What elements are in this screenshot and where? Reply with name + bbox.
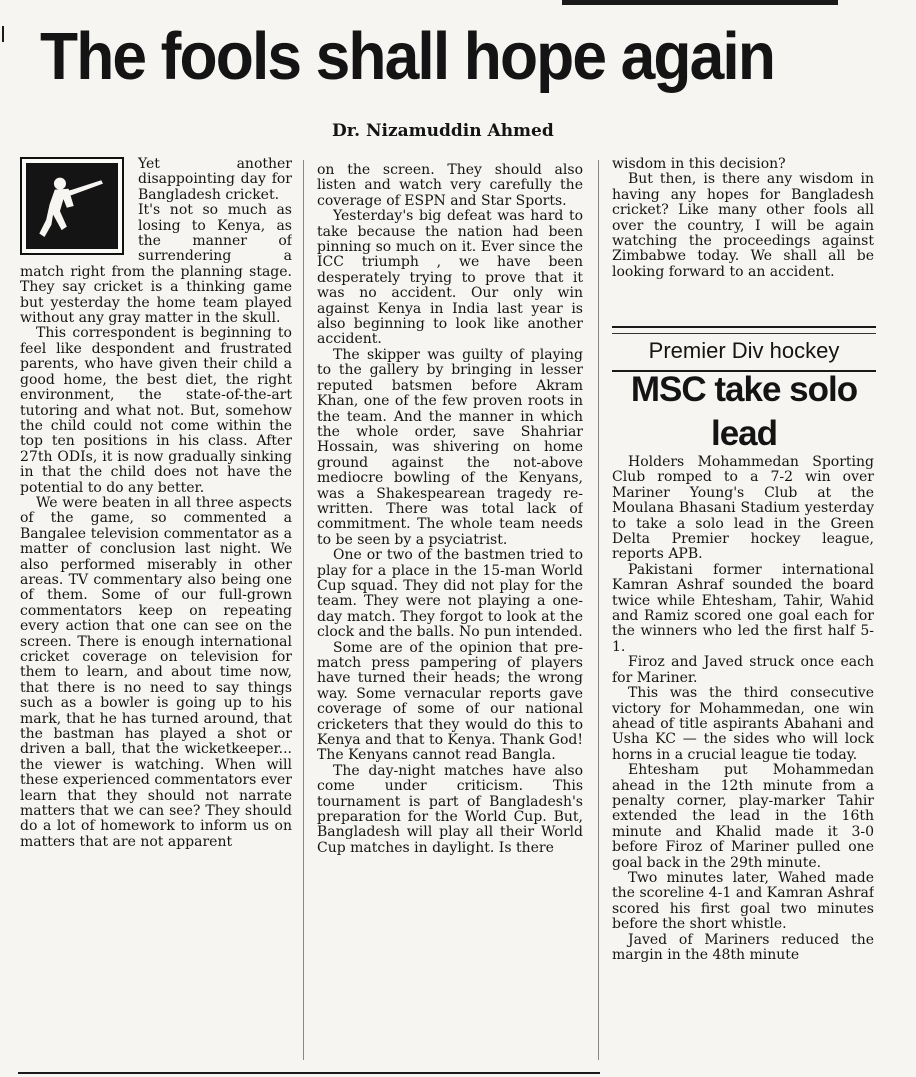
article-paragraph: The day-night matches have also come under criticism. This tournament is part of Bangladesh's preparation for the World Cup. But, Bangladesh will play all their World Cup matches in daylight. Is there xyxy=(317,762,583,856)
article-paragraph: The skipper was guilty of playing to the gallery by bringing in lesser reputed batsmen before Akram Khan, one of the few proven roots in the team. And the manner in which the whole order, save Shahriar Hossain, was shivering on home ground against the not-above mediocre bowling of the Kenyans, was a Shakespearean tragedy re-written. There was total lack of commitment. The whole team needs to be seen by a psyciatrist. xyxy=(317,346,583,548)
byline: Dr. Nizamuddin Ahmed xyxy=(332,121,554,141)
article-paragraph: It's not so much as losing to Kenya, as the manner of surrendering a match right from the planning stage. They say cricket is a thinking game but yesterday the home team played without any gray matter in the skull. xyxy=(20,202,292,327)
sidebar-paragraph: Firoz and Javed struck once each for Mariner. xyxy=(612,654,874,686)
sidebar-paragraph: Holders Mohammedan Sporting Club romped to a 7-2 win over Mariner Young's Club at the Moulana Bhasani Stadium yesterday to take a solo lead in the Green Delta Premier hockey league, reports APB. xyxy=(612,455,874,563)
article-paragraph: Yet another disappointing day for Bangladesh cricket. xyxy=(138,157,292,203)
column-divider xyxy=(303,160,304,1060)
article-paragraph: One or two of the bastmen tried to play for a place in the 15-man World Cup squad. They did not play for the team. They were not playing a one-day match. They forgot to look at the clock and the balls. No pun intended. xyxy=(317,547,583,641)
article-paragraph: Yesterday's big defeat was hard to take because the nation had been pinning so much on it. Ever since the ICC triumph , we have been desperately trying to prove that it was no accident. Our only win against Kenya in India last year is also beginning to look like another accident. xyxy=(317,208,583,348)
sidebar-paragraph: Javed of Mariners reduced the margin in the 48th minute xyxy=(612,931,874,963)
section-rule xyxy=(612,326,876,328)
sidebar-paragraph: Two minutes later, Wahed made the scoreline 4-1 and Kamran Ashraf scored his first goal two minutes before the short whistle. xyxy=(612,869,874,933)
article-paragraph: We were beaten in all three aspects of the game, so commented a Bangalee television commentator as a matter of conclusion last night. We also performed miserably in other areas. TV commentary also being one of them. Some of our full-grown commentators keep on repeating every action that one can see on the screen. There is enough international cricket coverage on television for them to learn, and about time now, that there is no need to say things such as a bowler is going up to his mark, that he has turned around, that the bastman has played a shot or driven a ball, that the wicketkeeper... the viewer is watching. When will these experienced commentators ever learn that they should not narrate matters that we can see? They should do a lot of homework to inform us on matters that are not apparent xyxy=(20,494,292,850)
column-mark xyxy=(2,26,4,42)
bottom-rule xyxy=(18,1072,600,1074)
article-column-1 xyxy=(20,157,292,1057)
batsman-silhouette xyxy=(26,163,118,249)
sidebar-paragraph: Ehtesham put Mohammedan ahead in the 12th minute from a penalty corner, play-marker Tahir extended the lead in the 16th minute and Khalid made it 3-0 before Firoz of Mariner pulled one goal back in the 29th minute. xyxy=(612,762,874,871)
sidebar-kicker: Premier Div hockey xyxy=(612,333,876,372)
article-column-3 xyxy=(612,157,874,327)
sidebar-story xyxy=(612,455,874,1077)
article-paragraph: Some are of the opinion that pre-match press pampering of players have turned their heads; the wrong way. Some vernacular reports gave coverage of some of our national cricketers that they would do this to Kenya and that to Kenya. Thank God! The Kenyans cannot read Bangla. xyxy=(317,639,583,764)
column-divider xyxy=(598,160,599,1060)
top-rule xyxy=(562,0,838,5)
article-column-2 xyxy=(317,163,583,1068)
cricket-batsman-icon xyxy=(20,157,124,255)
article-paragraph: This correspondent is beginning to feel like despondent and frustrated parents, who have given their child a good home, the best diet, the right environment, the state-of-the-art tutoring and what not. But, somehow the child could not come within the top ten positions in his class. After 27th ODIs, it is now gradually sinking in that the child does not have the potential to do any better. xyxy=(20,325,292,496)
sidebar-paragraph: This was the third consecutive victory for Mohammedan, one win ahead of title aspirants Abahani and Usha KC — the sides who will lock horns in a crucial league tie today. xyxy=(612,685,874,763)
article-paragraph: on the screen. They should also listen and watch very carefully the coverage of ESPN and Star Sports. xyxy=(317,163,583,209)
article-paragraph: But then, is there any wisdom in having any hopes for Bangladesh cricket? Like many other fools all over the country, I will be again watching the proceedings against Zimbabwe today. We shall all be looking forward to an accident. xyxy=(612,171,874,280)
article-paragraph: wisdom in this decision? xyxy=(612,157,786,172)
sidebar-paragraph: Pakistani former international Kamran Ashraf sounded the board twice while Ehtesham, Tahir, Wahid and Ramiz scored one goal each for the winners who led the first half 5-1. xyxy=(612,561,874,655)
headline: The fools shall hope again xyxy=(40,19,775,94)
photo-frame xyxy=(26,163,118,249)
sidebar-headline: MSC take solo lead xyxy=(630,370,858,453)
